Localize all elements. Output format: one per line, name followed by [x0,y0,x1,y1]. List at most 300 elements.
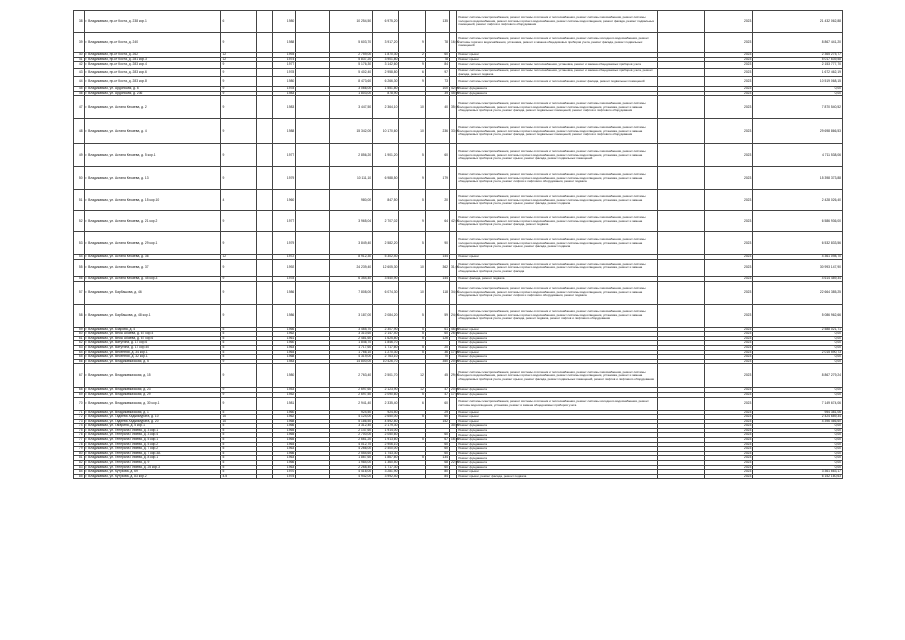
living-area-cell: 1 270,30 [373,350,399,355]
wear-cell [450,62,457,69]
living-area-cell: 2 123,90 [373,388,399,393]
living-area-cell: 2 650,00 [373,415,399,420]
floors-cell: 5 [221,433,257,438]
empty-cell [257,232,273,255]
entrances-cell: 5 [399,336,425,341]
table-row [74,304,843,327]
floors-cell: 5 [221,424,257,429]
row-number: 61 [74,336,85,341]
living-area-cell: 12 605,30 [373,259,399,276]
residents-cell: 84 [425,474,449,479]
year-plan-cell: 2023 [704,451,752,456]
row-number: 50 [74,167,85,190]
residents-cell: 60 [425,442,449,447]
living-area-cell: 2 582,20 [373,232,399,255]
residents-cell: 350 [425,359,449,364]
residents-cell: 144 [425,255,449,260]
wear-cell [450,190,457,211]
residents-cell: 60 [425,332,449,337]
empty-cell [657,144,704,167]
year-plan-cell: 2023 [704,433,752,438]
total-area-cell: 5 176,30 [329,62,372,69]
living-area-cell: 2 400,00 [373,447,399,452]
empty-cell [296,304,330,327]
work-types-cell: Ремонт фундамента [457,332,657,337]
year-cell: 1966 [273,461,296,466]
residents-cell: 47 [425,392,449,397]
row-number: 64 [74,350,85,355]
row-number: 73 [74,419,85,424]
total-area-cell: 10 111,10 [329,167,372,190]
empty-cell [296,77,330,87]
year-cell: 1988 [273,33,296,53]
entrances-cell: 5 [399,345,425,350]
empty-cell [257,211,273,232]
wear-cell: 24,00 [450,304,457,327]
living-area-cell: 2 906,10 [373,442,399,447]
cost-cell: 6 586 936,00 [753,211,843,232]
floors-cell: 9 [221,119,257,144]
cost-cell: 0,00 [753,91,843,96]
row-number: 82 [74,461,85,466]
floors-cell: 5 [221,456,257,461]
address-cell: г. Владикавказ, ул. Барбашова, д. 48 кор.1 [84,304,221,327]
empty-cell [657,77,704,87]
cost-cell: 2 428 026,40 [753,190,843,211]
cost-cell: 21 432 062,88 [753,11,843,33]
work-types-cell: Ремонт системы электроснабжения, ремонт системы отопления и теплоснабжения, ремонт системы газоснабжения, ремонт системы холодного водоснабжения, ремонт системы горячего водоснабжения, ремонт системы водоотведения, ремонт фасада, ремонт подвальных помещений, ремонт лифтов и лифтового оборудования [457,11,657,33]
year-plan-cell: 2023 [704,428,752,433]
floors-cell: 5 [221,451,257,456]
address-cell: г. Владикавказ, ул. Владикавказская, д. 15 [84,364,221,388]
empty-cell [657,281,704,304]
year-cell: 1992 [273,259,296,276]
living-area-cell: 2 084,20 [373,304,399,327]
cost-cell: 6 152 160,63 [753,474,843,479]
year-plan-cell: 2023 [704,77,752,87]
total-area-cell: 3 849,40 [329,232,372,255]
year-cell: 1964 [273,442,296,447]
floors-cell: 9 [221,304,257,327]
total-area-cell: 3 312,40 [329,424,372,429]
entrances-cell: 5 [399,438,425,443]
work-types-cell: Ремонт системы электроснабжения, ремонт системы отопления и теплоснабжения, ремонт системы газоснабжения, ремонт системы холодного водоснабжения, ремонт системы горячего водоснабжения, ремонт системы водоотведения, установка, ремонт и замена общедомовых приборов учета, ремонт лифтов и лифтового оборудования, ремонт подвала [457,281,657,304]
empty-cell [257,11,273,33]
cost-cell: 0,00 [753,447,843,452]
floors-cell: 5 [221,438,257,443]
work-types-cell: Ремонт фундамента [457,424,657,429]
residents-cell: 126 [425,336,449,341]
address-cell: г. Владикавказ, ул. Астана Кесаева, д. 29 кор.1 [84,232,221,255]
address-cell: г. Владикавказ, ул. Гадиева Хаджимурата, д. 10 [84,415,221,420]
address-cell: г. Владикавказ, ул. Гадиева Хаджимурата, д. 20 [84,419,221,424]
living-area-cell: 1 717,30 [373,465,399,470]
year-plan-cell: 2023 [704,33,752,53]
total-area-cell: 5 402,40 [329,69,372,77]
cost-cell: 10 519 068,15 [753,77,843,87]
entrances-cell: 10 [399,119,425,144]
row-number: 63 [74,345,85,350]
empty-cell [296,167,330,190]
empty-cell [296,259,330,276]
year-plan-cell: 2023 [704,96,752,119]
year-cell: 1965 [273,428,296,433]
total-area-cell: 1 984,00 [329,461,372,466]
total-area-cell: 2 763,40 [329,364,372,388]
cost-cell: 0,00 [753,336,843,341]
empty-cell [257,474,273,479]
empty-cell [296,474,330,479]
year-cell: 1972 [273,255,296,260]
address-cell: г. Владикавказ, ул. Астана Кесаева, д. 5 кор.1 [84,144,221,167]
floors-cell: 9 [221,33,257,53]
floors-cell: 5 [221,336,257,341]
work-types-cell: Ремонт фундамента [457,345,657,350]
empty-cell [296,11,330,33]
work-types-cell: Ремонт крыши [457,470,657,475]
wear-cell: 33,00 [450,119,457,144]
floors-cell: 5 [221,355,257,360]
total-area-cell: 2 697,60 [329,388,372,393]
cost-cell: 2 588 021,71 [753,327,843,332]
total-area-cell: 3 965,04 [329,211,372,232]
empty-cell [657,304,704,327]
year-cell: 1983 [273,96,296,119]
residents-cell: 60 [425,447,449,452]
cost-cell: 2 365 275,77 [753,53,843,58]
address-cell: г. Владикавказ, ул. Владикавказская, д. 5 [84,359,221,364]
cost-cell: 1 672 462,19 [753,69,843,77]
row-number: 40 [74,53,85,58]
row-number: 60 [74,332,85,337]
table-row [74,144,843,167]
total-area-cell: 3 447,50 [329,96,372,119]
empty-cell [657,96,704,119]
living-area-cell: 2 364,10 [373,96,399,119]
wear-cell: 16,50 [451,437,460,442]
empty-cell [657,364,704,388]
empty-cell [296,33,330,53]
work-types-cell: Ремонт фундамента [457,433,657,438]
floors-cell: 9 [221,232,257,255]
year-plan-cell: 2023 [704,255,752,260]
year-plan-cell: 2023 [704,69,752,77]
cost-cell: 30 993 147,90 [753,259,843,276]
residents-cell: 152 [425,419,449,424]
entrances-cell: 10 [399,96,425,119]
residents-cell: 39 [425,91,449,96]
cost-cell: 8 867 279,24 [753,364,843,388]
year-plan-cell: 2023 [704,442,752,447]
year-plan-cell: 2023 [704,87,752,92]
year-plan-cell: 2023 [704,461,752,466]
year-cell: 1983 [273,359,296,364]
total-area-cell: 15 342,00 [329,119,372,144]
wear-cell [450,77,457,87]
floors-cell: 5 [221,332,257,337]
living-area-cell: 3 281,90 [373,470,399,475]
year-cell: 1978 [273,276,296,281]
address-cell: г. Владикавказ, ул. Ардонская, д. 6 [84,87,221,92]
residents-cell: 70 [425,355,449,360]
year-plan-cell: 2023 [704,11,752,33]
empty-cell [657,190,704,211]
living-area-cell: 3 142,60 [373,62,399,69]
residents-cell: 36 [425,350,449,355]
address-cell: г. Владикавказ, ул. Астана Кесаева, д. 2 [84,96,221,119]
table-row [74,232,843,255]
table-row [74,96,843,119]
living-area-cell: 1 717,60 [373,345,399,350]
row-number: 79 [74,447,85,452]
year-cell: 1981 [273,397,296,410]
cost-cell: 3 361 663,17 [753,470,843,475]
work-types-cell: Ремонт системы электроснабжения, ремонт системы отопления и теплоснабжения, ремонт системы газоснабжения, ремонт системы холодного водоснабжения, ремонт системы горячего водоснабжения, ремонт системы водоотведения, установка, ремонт и замена общедомовых приборов учета, ремонт крыши, ремонт фасада, ремонт подвала [457,190,657,211]
total-area-cell: 8 473,60 [329,77,372,87]
row-number: 55 [74,259,85,276]
row-number: 68 [74,388,85,393]
wear-cell: 17,00 [451,391,460,396]
living-area-cell: 2 707,02 [373,211,399,232]
living-area-cell: 2 050,60 [373,433,399,438]
empty-cell [296,232,330,255]
wear-cell: 17,00 [451,349,460,354]
year-plan-cell: 2023 [704,259,752,276]
year-plan-cell: 2023 [704,304,752,327]
floors-cell: 9 [221,77,257,87]
address-cell: г. Владикавказ, пр-кт Коста, д. 281 кор.3 [84,57,221,62]
living-area-cell: 2 958,80 [373,69,399,77]
row-number: 72 [74,415,85,420]
floors-cell: 5 [221,461,257,466]
total-area-cell: 2 661,20 [329,438,372,443]
entrances-cell: 12 [399,388,425,393]
year-cell: 1975 [273,474,296,479]
residents-cell: 135 [425,11,449,33]
floors-cell: 4.5 [221,474,257,479]
cost-cell: 0,00 [753,424,843,429]
wear-cell: 30,00 [451,423,460,428]
living-area-cell: 6 975,20 [373,11,399,33]
year-cell: 1980 [273,364,296,388]
address-cell: г. Владикавказ, ул. Астана Кесаева, д. 4 [84,119,221,144]
cost-cell: 2 015 590,73 [753,350,843,355]
work-types-cell: Ремонт фундамента [457,456,657,461]
floors-cell: 9 [221,62,257,69]
address-cell: г. Владикавказ, ул. Астана Кесаева, д. 37 [84,259,221,276]
living-area-cell: 3 901,80 [373,57,399,62]
year-cell: 1979 [273,232,296,255]
address-cell: г. Владикавказ, ул. Барбашова, д. 46 [84,281,221,304]
year-plan-cell: 2023 [704,355,752,360]
row-number: 43 [74,69,85,77]
address-cell: г. Владикавказ, ул. Владикавказская, д. 29 [84,392,221,397]
total-area-cell: 2 759,00 [329,53,372,58]
residents-cell: 144 [425,276,449,281]
floors-cell: 12 [221,255,257,260]
work-types-cell: Ремонт крыши [457,53,657,58]
table-row [74,259,843,276]
year-cell: 1977 [273,62,296,69]
total-area-cell: 3 187,00 [329,304,372,327]
total-area-cell: 4 416,00 [329,470,372,475]
cost-cell: 0,00 [753,392,843,397]
total-area-cell: 4 942,00 [329,474,372,479]
total-area-cell: 4 124,00 [329,415,372,420]
year-plan-cell: 2023 [704,327,752,332]
floors-cell: 9 [221,359,257,364]
work-types-cell: Ремонт фундамента [457,392,657,397]
living-area-cell: 1 867,60 [373,456,399,461]
table-row [74,69,843,77]
wear-cell: 46,00 [451,326,460,331]
cost-cell: 29 698 866,53 [753,119,843,144]
cost-cell: 4 396 466,60 [753,419,843,424]
year-plan-cell: 2023 [704,211,752,232]
row-number: 66 [74,359,85,364]
floors-cell: 5 [221,465,257,470]
wear-cell [450,144,457,167]
row-number: 70 [74,397,85,410]
empty-cell [296,281,330,304]
row-number: 45 [74,87,85,92]
entrances-cell: 6 [399,397,425,410]
wear-cell: 35,00 [450,96,457,119]
cost-cell: 5 017 639,58 [753,57,843,62]
address-cell: г. Владикавказ, ул. Ватутина, д. 17 кор.40 [84,345,221,350]
residents-cell: 61 [425,327,449,332]
wear-cell [450,232,457,255]
row-number: 58 [74,304,85,327]
cost-cell: 0,00 [753,461,843,466]
empty-cell [657,33,704,53]
residents-cell: 100 [425,87,449,92]
row-number: 71 [74,410,85,415]
row-number: 46 [74,91,85,96]
year-plan-cell: 2023 [704,388,752,393]
row-number: 62 [74,341,85,346]
work-types-cell: Ремонт системы электроснабжения, ремонт системы отопления и теплоснабжения, ремонт системы газоснабжения, ремонт системы холодного водоснабжения, ремонт системы горячего водоснабжения, ремонт системы водоотведения, установка, ремонт и замена общедомовых приборов учета, ремонт фасада, ремонт подвальных помещений, ремонт лифтов и лифтового оборудования [457,119,657,144]
wear-cell: 42,00 [451,86,460,91]
row-number: 76 [74,433,85,438]
residents-cell: 40 [425,96,449,119]
address-cell: г. Владикавказ, пр-кт Коста, д. 262 [84,53,221,58]
floors-cell: 5 [221,327,257,332]
total-area-cell: 1 867,60 [329,456,372,461]
year-plan-cell: 2023 [704,465,752,470]
year-cell: 1977 [273,144,296,167]
address-cell: г. Владикавказ, ул. Генерала Плиева, д. 5 кор.1 [84,438,221,443]
row-number: 59 [74,327,85,332]
address-cell: г. Владикавказ, ул. Весы Абаева, д. 67 кор.4 [84,332,221,337]
total-area-cell: 3 066,00 [329,87,372,92]
year-cell: 1961 [273,336,296,341]
residents-cell: 60 [425,451,449,456]
work-types-cell: Ремонт фундамента [457,336,657,341]
cost-cell: 2 424 689,34 [753,415,843,420]
address-cell: г. Владикавказ, ул. Генерала Плиева, д. 25 кор.3 [84,465,221,470]
year-plan-cell: 2023 [704,415,752,420]
residents-cell: 68 [425,461,449,466]
cost-cell: 0,00 [753,341,843,346]
work-types-cell: Ремонт системы электроснабжения, ремонт системы отопления и теплоснабжения, ремонт системы газоснабжения, ремонт системы холодного водоснабжения, ремонт системы горячего водоснабжения, ремонт системы водоотведения, установка, ремонт и замена общедомовых приборов учета, ремонт крыши, ремонт фасада, ремонт подвальных помещений [457,144,657,167]
floors-cell: 5 [221,350,257,355]
living-area-cell: 2 763,10 [373,355,399,360]
empty-cell [257,144,273,167]
address-cell: г. Владикавказ, пр-кт Коста, д. 283 кор.4 [84,62,221,69]
entrances-cell: 9 [399,33,425,53]
residents-cell: 29 [425,410,449,415]
total-area-cell: 2 856,20 [329,144,372,167]
address-cell: г. Владикавказ, ул. Генерала Плиева, д. 8 кор.1 [84,456,221,461]
address-cell: г. Владикавказ, ул. Генерала Плиева, д. 5 кор.2 [84,442,221,447]
work-types-cell: Ремонт фасада, ремонт подвала [457,276,657,281]
work-types-cell: Ремонт крыши [457,255,657,260]
year-plan-cell: 2023 [704,359,752,364]
total-area-cell: 6 354,40 [329,276,372,281]
living-area-cell: 1 913,60 [373,438,399,443]
year-cell: 1983 [273,91,296,96]
address-cell: г. Владикавказ, ул. Генерала Плиева, д. 3 кор.4 [84,433,221,438]
wear-cell: 45,00 [451,90,460,95]
empty-cell [257,190,273,211]
empty-cell [657,259,704,276]
cost-cell: 4 614 489,34 [753,276,843,281]
floors-cell: 5 [221,428,257,433]
living-area-cell: 10 170,60 [373,119,399,144]
empty-cell [657,211,704,232]
year-plan-cell: 2023 [704,474,752,479]
living-area-cell: 10 426,70 [373,359,399,364]
total-area-cell: 4 266,00 [329,447,372,452]
row-number: 39 [74,33,85,53]
living-area-cell: 2 090,60 [373,392,399,397]
row-number: 54 [74,255,85,260]
living-area-cell: 1 901,20 [373,144,399,167]
year-cell: 1986 [273,304,296,327]
year-plan-cell: 2023 [704,392,752,397]
floors-cell: 9 [221,364,257,388]
year-cell: 1977 [273,211,296,232]
empty-cell [257,77,273,87]
living-area-cell: 2 335,40 [373,397,399,410]
residents-cell: 20 [425,190,449,211]
residents-cell: 60 [425,465,449,470]
year-cell: 1960 [273,341,296,346]
cost-cell: 0,00 [753,451,843,456]
year-plan-cell: 2023 [704,341,752,346]
table-row [74,281,843,304]
floors-cell: 10 [221,415,257,420]
cost-cell: 0,00 [753,332,843,337]
empty-cell [296,190,330,211]
floors-cell: 5 [221,345,257,350]
empty-cell [657,474,704,479]
total-area-cell: 3 310,60 [329,332,372,337]
table-row [74,190,843,211]
work-types-cell: Ремонт системы электроснабжения, ремонт системы отопления и теплоснабжения, ремонт фасада, ремонт подвальных помещений [457,77,657,87]
row-number: 42 [74,62,85,69]
work-types-cell: Ремонт крыши, ремонт фасада, ремонт подвала [457,474,657,479]
cost-cell: 7 870 540,52 [753,96,843,119]
residents-cell: 97 [425,69,449,77]
year-cell: 1966 [273,424,296,429]
year-cell: 1965 [273,433,296,438]
residents-cell: 78 [425,57,449,62]
total-area-cell: 8 912,30 [329,255,372,260]
entrances-cell: 12 [399,364,425,388]
living-area-cell: 3 917,20 [373,33,399,53]
